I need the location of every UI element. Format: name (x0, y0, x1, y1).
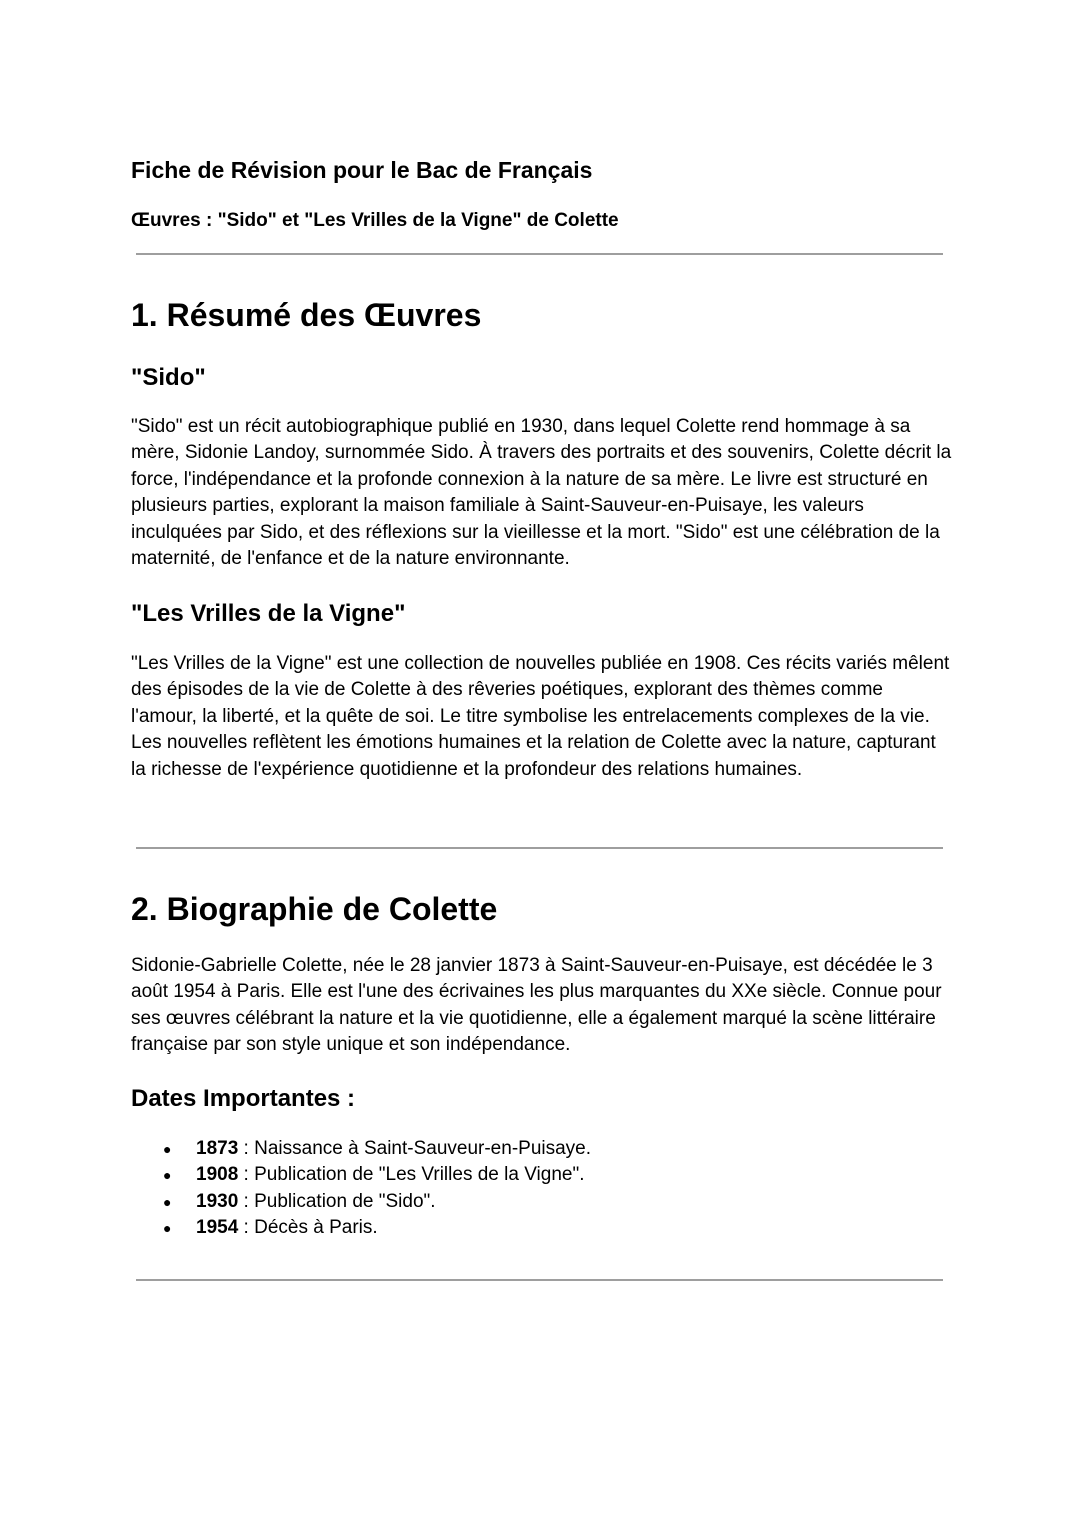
horizontal-rule (136, 1279, 943, 1281)
date-description: : Publication de "Les Vrilles de la Vigne". (238, 1164, 585, 1186)
date-description: : Naissance à Saint-Sauveur-en-Puisaye. (238, 1138, 592, 1159)
section-heading-biographie: 2. Biographie de Colette (131, 891, 498, 927)
subheading-dates: Dates Importantes : (131, 1085, 356, 1112)
date-year: 1908 (196, 1164, 239, 1186)
paragraph-biography: Sidonie-Gabrielle Colette, née le 28 janvier 1873 à Saint-Sauveur-en-Puisaye, est décédée le 3 août 1954 à Paris. Elle est l'une des écrivaines les plus marquantes du XXe siècle. Connue pour ses œuvres célébrant la nature et la vie quotidienne, elle a également marqué la scène littéraire française par son style unique et son indépendance. (131, 955, 942, 1056)
horizontal-rule (136, 253, 943, 255)
dates-list (131, 1136, 591, 1242)
paragraph-sido-summary: "Sido" est un récit autobiographique publié en 1930, dans lequel Colette rend hommage à sa mère, Sidonie Landoy, surnommée Sido. À travers des portraits et des souvenirs, Colette décrit la force, l'indépendance et la profonde connexion à la nature de sa mère. Le livre est structuré en plusieurs parties, explorant la maison familiale à Saint-Sauveur-en-Puisaye, les valeurs inculquées par Sido, et des réflexions sur la vieillesse et la mort. "Sido" est une célébration de la maternité, de l'enfance et de la nature environnante. (131, 416, 952, 570)
document-title: Fiche de Révision pour le Bac de Français (131, 157, 593, 183)
date-year: 1930 (196, 1190, 239, 1212)
bullet-icon: ● (163, 1220, 172, 1237)
horizontal-rule (136, 847, 943, 849)
date-year: 1873 (196, 1138, 239, 1159)
list-item (131, 1162, 591, 1188)
date-description: : Publication de "Sido". (238, 1190, 436, 1212)
document-subtitle: Œuvres : "Sido" et "Les Vrilles de la Vigne" de Colette (131, 210, 619, 231)
date-description: : Décès à Paris. (238, 1217, 378, 1239)
paragraph-vrilles-summary: "Les Vrilles de la Vigne" est une collection de nouvelles publiée en 1908. Ces récits variés mêlent des épisodes de la vie de Colette à des rêveries poétiques, explorant des thèmes comme l'amour, la liberté, et la quête de soi. Le titre symbolise les entrelacements complexes de la vie. Les nouvelles reflètent les émotions humaines et la relation de Colette avec la nature, capturant la richesse de l'expérience quotidienne et la profondeur des relations humaines. (131, 653, 950, 780)
bullet-icon: ● (163, 1141, 172, 1157)
subheading-sido: "Sido" (131, 364, 206, 391)
list-item (131, 1189, 591, 1215)
date-year: 1954 (196, 1217, 239, 1239)
bullet-icon: ● (163, 1167, 172, 1184)
section-heading-resume: 1. Résumé des Œuvres (131, 297, 482, 333)
bullet-icon: ● (163, 1193, 172, 1210)
list-item (131, 1136, 591, 1162)
list-item (131, 1215, 591, 1241)
subheading-vrilles: "Les Vrilles de la Vigne" (131, 600, 406, 627)
